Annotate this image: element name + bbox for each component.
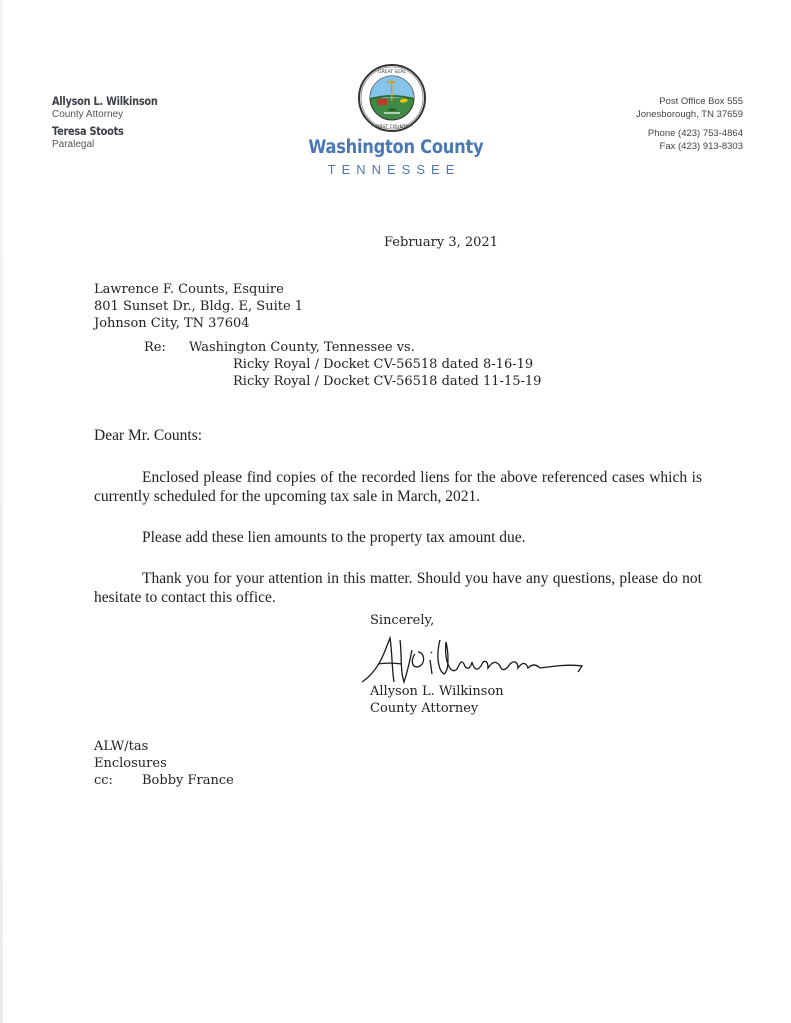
re-line: Ricky Royal / Docket CV-56518 dated 11-15-19 (233, 374, 542, 389)
staff-name: Allyson L. Wilkinson (52, 94, 158, 108)
fax: Fax (423) 913-8303 (659, 141, 743, 152)
recipient-city: Johnson City, TN 37604 (94, 316, 250, 331)
staff-role: County Attorney (52, 109, 124, 120)
enclosures: Enclosures (94, 756, 167, 771)
address-line2: Jonesborough, TN 37659 (635, 109, 743, 120)
re-block (144, 339, 541, 390)
county-seal-icon (357, 63, 427, 133)
cc-name: Bobby France (142, 773, 234, 788)
svg-text:GREAT SEAL: GREAT SEAL (378, 70, 406, 75)
letterhead-staff (52, 94, 176, 154)
re-line: Washington County, Tennessee vs. (189, 340, 415, 355)
signer-block (370, 683, 504, 717)
recipient-address (94, 281, 303, 332)
recipient-name: Lawrence F. Counts, Esquire (94, 282, 284, 297)
re-line: Ricky Royal / Docket CV-56518 dated 8-16-19 (233, 357, 534, 372)
phone: Phone (423) 753-4864 (647, 128, 743, 139)
recipient-street: 801 Sunset Dr., Bldg. E, Suite 1 (94, 299, 304, 314)
cc-label: cc: (94, 773, 113, 788)
svg-text:FIRST COUNTY: FIRST COUNTY (375, 125, 409, 130)
staff-name: Teresa Stoots (52, 124, 124, 138)
signer-name: Allyson L. Wilkinson (370, 684, 504, 699)
closing: Sincerely, (370, 613, 435, 628)
county-name: Washington County (308, 137, 484, 158)
scan-edge (0, 0, 3, 1023)
address-line1: Post Office Box 555 (659, 96, 743, 107)
signer-title: County Attorney (370, 701, 479, 716)
body-paragraph: Please add these lien amounts to the property tax amount due. (142, 529, 526, 546)
initials: ALW/tas (94, 739, 149, 754)
re-label: Re: (144, 340, 166, 355)
handwritten-signature-icon (360, 630, 590, 690)
letter-date: February 3, 2021 (384, 235, 498, 250)
state-name: TENNESSEE (327, 162, 461, 177)
letterhead-contact (636, 95, 743, 153)
body-paragraph: Thank you for your attention in this matter. Should you have any questions, please do not hesitate to contact this office. (94, 570, 702, 606)
body-paragraph: Enclosed please find copies of the recorded liens for the above referenced cases which is currently scheduled for the upcoming tax sale in March, 2021. (94, 469, 702, 505)
letter-footer (94, 738, 234, 789)
salutation: Dear Mr. Counts: (94, 427, 203, 444)
staff-role: Paralegal (52, 139, 95, 150)
